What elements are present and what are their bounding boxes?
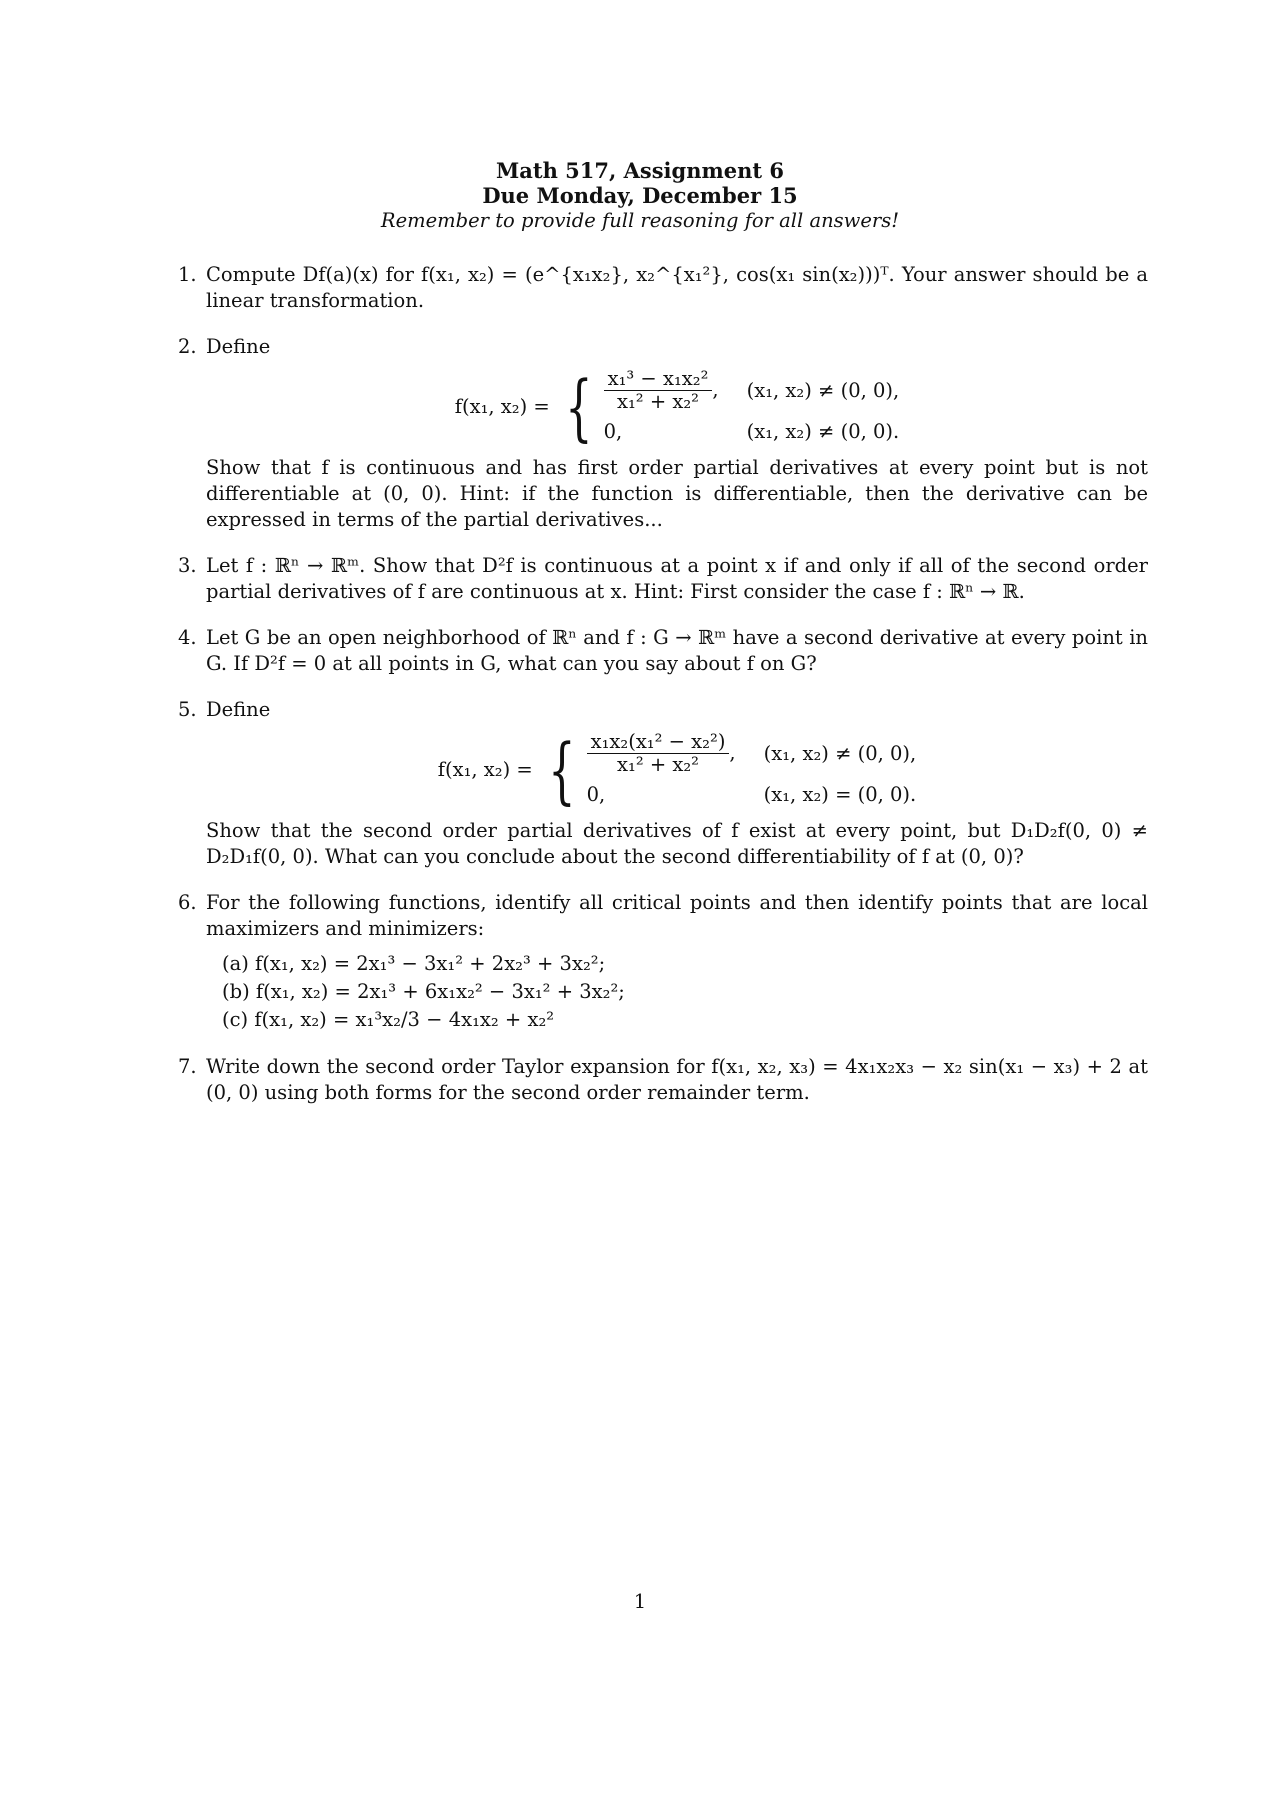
problem-4 bbox=[178, 625, 1148, 677]
case-1-condition: (x₁, x₂) ≠ (0, 0), bbox=[763, 741, 917, 765]
due-date: Due Monday, December 15 bbox=[482, 183, 798, 208]
definition-lhs: f(x₁, x₂) = bbox=[454, 394, 550, 418]
case-1-value: $\frac{\text{x₁³ − x₁x₂²}}{\text{x₁² + x₂²}}$ , bbox=[604, 368, 719, 413]
problem-text: Show that the second order partial derivatives of f exist at every point, but D₁D₂f(0, 0) ≠ D₂D₁f(0, 0). What can you conclude about the second differentiability of f at (0, 0)? bbox=[206, 819, 1148, 868]
problem-3 bbox=[178, 553, 1148, 605]
problem-text: Write down the second order Taylor expansion for f(x₁, x₂, x₃) = 4x₁x₂x₃ − x₂ sin(x₁ − x₃) + 2 at (0, 0) using both forms for the second order remainder term. bbox=[206, 1055, 1148, 1104]
problem-number: 7. bbox=[178, 1055, 197, 1078]
problem-number: 3. bbox=[178, 554, 197, 577]
problem-text: Let f : ℝⁿ → ℝᵐ. Show that D²f is continuous at a point x if and only if all of the second order partial derivatives of f are continuous at x. Hint: First consider the case f : ℝⁿ → ℝ. bbox=[206, 554, 1148, 603]
problem-text: Let G be an open neighborhood of ℝⁿ and f : G → ℝᵐ have a second derivative at every point in G. If D²f = 0 at all points in G, what can you say about f on G? bbox=[206, 626, 1148, 675]
fraction-numerator: x₁x₂(x₁² − x₂²) bbox=[587, 731, 730, 754]
problem-5 bbox=[178, 697, 1148, 870]
problem-lead: Define bbox=[206, 335, 271, 358]
problem-text: For the following functions, identify all critical points and then identify points that are local maximizers and minimizers: bbox=[206, 891, 1148, 940]
problem-number: 1. bbox=[178, 263, 197, 286]
piecewise-definition bbox=[206, 727, 1148, 812]
problem-text: Show that f is continuous and has first order partial derivatives at every point but is not differentiable at (0, 0). Hint: if the function is differentiable, then the derivative can be expressed in terms of the partial derivatives... bbox=[206, 456, 1148, 531]
problem-text: Compute Df(a)(x) for f(x₁, x₂) = (e^{x₁x₂}, x₂^{x₁²}, cos(x₁ sin(x₂)))ᵀ. Your answer should be a linear transformation. bbox=[206, 263, 1148, 312]
instructions-note: Remember to provide full reasoning for all answers! bbox=[380, 209, 900, 232]
page-number: 1 bbox=[633, 1590, 647, 1613]
left-brace: { bbox=[564, 364, 593, 449]
problem-7 bbox=[178, 1054, 1148, 1106]
problem-1 bbox=[178, 262, 1148, 314]
piecewise-definition bbox=[206, 364, 1148, 449]
problem-number: 2. bbox=[178, 335, 197, 358]
problem-lead: Define bbox=[206, 698, 271, 721]
document-header bbox=[0, 158, 1280, 234]
problem-number: 5. bbox=[178, 698, 197, 721]
case-2-condition: (x₁, x₂) ≠ (0, 0). bbox=[746, 420, 900, 443]
case-2-value: 0, bbox=[603, 420, 623, 443]
problem-number: 6. bbox=[178, 891, 197, 914]
sub-item-a: (a) f(x₁, x₂) = 2x₁³ − 3x₁² + 2x₂³ + 3x₂²; bbox=[222, 952, 606, 975]
problem-6 bbox=[178, 890, 1148, 1034]
sub-item-list bbox=[222, 950, 1148, 1034]
sub-item-b: (b) f(x₁, x₂) = 2x₁³ + 6x₁x₂² − 3x₁² + 3x₂²; bbox=[222, 980, 625, 1003]
case-2-condition: (x₁, x₂) = (0, 0). bbox=[763, 783, 917, 806]
sub-item-c: (c) f(x₁, x₂) = x₁³x₂/3 − 4x₁x₂ + x₂² bbox=[222, 1008, 555, 1031]
fraction-denominator: x₁² + x₂² bbox=[616, 390, 699, 413]
problem-number: 4. bbox=[178, 626, 197, 649]
cases bbox=[604, 368, 900, 445]
course-title: Math 517, Assignment 6 bbox=[496, 158, 784, 183]
case-2-value: 0, bbox=[586, 783, 606, 806]
left-brace: { bbox=[547, 727, 576, 812]
fraction-numerator: x₁³ − x₁x₂² bbox=[604, 368, 713, 391]
definition-lhs: f(x₁, x₂) = bbox=[437, 757, 533, 781]
cases bbox=[587, 731, 917, 808]
fraction-denominator: x₁² + x₂² bbox=[617, 753, 699, 776]
case-1-value: $\frac{\text{x₁x₂(x₁² − x₂²)}}{\text{x₁² + x₂²}}$ , bbox=[587, 731, 736, 776]
problem-2 bbox=[178, 334, 1148, 533]
problem-list bbox=[178, 262, 1148, 1126]
case-1-condition: (x₁, x₂) ≠ (0, 0), bbox=[746, 378, 900, 402]
